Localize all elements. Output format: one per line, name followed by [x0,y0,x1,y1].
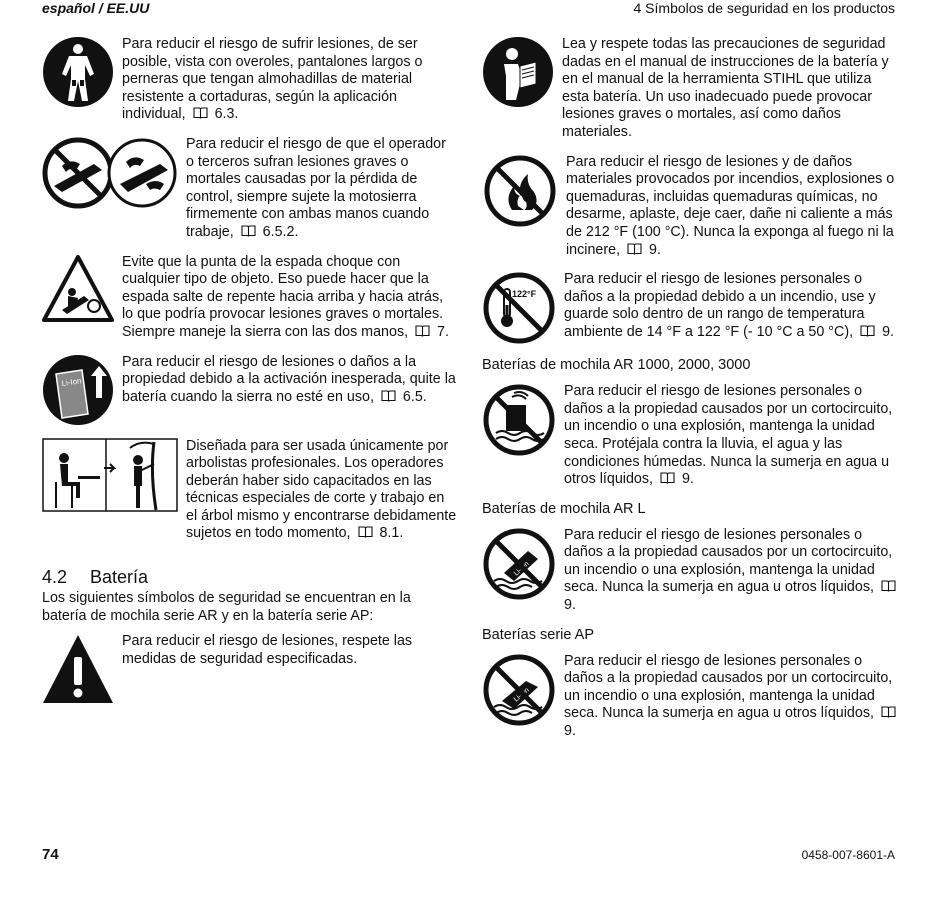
item-text: Para reducir el riesgo de lesiones personales o daños a la propiedad causados por un cortocircuito, un incendio o una explosión, mantenga la unidad seca. Protéjala contra la lluvia, el agua y las condiciones húmedas. Nunca la sumerja en agua u otros líquidos, [564,383,893,488]
group-heading: Baterías serie AP [482,626,595,643]
left-column [42,36,457,717]
group-heading: Baterías de mochila AR 1000, 2000, 3000 [482,357,751,374]
symbol-item [482,653,902,741]
item-ref: 6.5. [402,388,427,405]
symbol-item [482,36,902,142]
item-text: Para reducir el riesgo de lesiones personales o daños a la propiedad causados por un cortocircuito, un incendio o una explosión, mantenga la unidad seca. Nunca la sumerja en agua u otros líquidos, [564,526,893,596]
symbol-item [482,383,902,489]
temperature-limit-icon [482,271,556,345]
book-reference-icon [627,243,642,255]
item-ref: 9. [564,723,576,740]
item-ref: 9. [649,241,661,258]
item-ref: 6.5.2. [262,223,299,240]
arborist-icon [42,438,178,512]
item-ref: 9. [681,471,694,488]
no-immersion-ap-icon [482,653,556,727]
item-ref: 6.3. [214,106,239,123]
remove-battery-icon [42,354,114,426]
header-chapter: 4 Símbolos de seguridad en los productos [633,0,895,16]
item-text: Para reducir el riesgo de lesiones, respete las medidas de seguridad especificadas. [122,633,413,667]
read-manual-icon [482,36,554,108]
item-text: Para reducir el riesgo de lesiones o daños a la propiedad debido a la activación inesperada, quite la batería cuando la sierra no esté en uso, [122,353,456,405]
symbol-item [42,254,457,342]
temp-label: 122°F [512,289,537,300]
symbol-item [42,633,457,705]
symbol-item [42,136,457,242]
document-code: 0458-007-8601-A [801,848,895,862]
header-language: español / EE.UU [42,0,150,16]
item-text: Para reducir el riesgo de lesiones personales o daños a la propiedad causados por un cortocircuito, un incendio o una explosión, mantenga la unidad seca. Nunca la sumerja en agua u otros líquidos, [564,652,893,722]
symbol-item [42,36,457,124]
item-ref: 8.1. [379,525,404,542]
section-heading [42,567,457,588]
kickback-warning-icon [42,254,114,324]
symbol-item [42,354,457,426]
item-text: Para reducir el riesgo de lesiones personales o daños a la propiedad debido a un incendio, use y guarde solo dentro de un rango de temperatura ambiente de 14 °F a 122 °F (- 10 °C a 50 °C), [564,271,876,340]
group-heading: Baterías de mochila AR L [482,500,646,517]
book-reference-icon [860,325,875,337]
no-water-backpack-icon [482,383,556,457]
item-text: Para reducir el riesgo de que el operador o terceros sufran lesiones graves o mortales causadas por la pérdida de control, siempre sujete la motosierra firmemente con ambas manos cuando trabaje, [186,135,446,240]
no-fire-icon [482,154,558,228]
right-column [482,36,902,753]
symbol-item [482,527,902,615]
item-text: Para reducir el riesgo de lesiones y de daños materiales provocados por incendios, explosiones o quemaduras, incluidas quemaduras químicas, no desarme, aplaste, deje caer, dañe ni caliente a más de 212 °F (100 °C). Nunca la exponga al fuego ni la incinere, [566,153,895,258]
book-reference-icon [415,325,430,337]
book-reference-icon [193,107,208,119]
book-reference-icon [660,472,675,484]
item-text: Para reducir el riesgo de sufrir lesiones, de ser posible, vista con overoles, pantalones largos o perneras que tengan almohadillas de material resistente a cortaduras, según la aplicación individual, [122,36,423,123]
item-text: Lea y respete todas las precauciones de seguridad dadas en el manual de instrucciones de la batería y en el manual de la herramienta STIHL que utiliza esta batería. Un uso inadecuado puede provocar lesiones graves o mortales, así como daños materiales. [562,36,889,140]
liion-label: Li-Ion [61,375,83,388]
item-ref: 7. [437,323,449,340]
warning-triangle-icon [42,633,114,705]
item-text: Diseñada para ser usada únicamente por arbolistas profesionales. Los operadores deberán haber sido capacitados en las técnicas especiales de corte y trabajo en el árbol mismo y encontrarse debidamente sujetos en todo momento, [186,437,457,542]
book-reference-icon [881,706,896,718]
book-reference-icon [381,390,396,402]
symbol-item [482,271,902,345]
symbol-item [42,438,457,544]
book-reference-icon [881,580,896,592]
book-reference-icon [358,526,373,538]
section-intro: Los siguientes símbolos de seguridad se encuentran en la batería de mochila serie AR y en la batería serie AP: [42,590,411,624]
protective-clothing-icon [42,36,114,108]
symbol-item [482,154,902,260]
item-ref: 9. [882,323,894,340]
section-title: Batería [90,567,149,588]
item-text: Evite que la punta de la espada choque con cualquier tipo de objeto. Eso puede hacer que la espada salte de repente hacia arriba y hacia atrás, lo que podría provocar lesiones graves o mortales. Siempre maneje la sierra con las dos manos, [122,253,444,340]
section-number: 4.2 [42,567,68,588]
item-ref: 9. [564,597,576,614]
one-hand-prohibited-icon [42,136,178,210]
book-reference-icon [241,225,256,237]
no-immersion-ar-l-icon [482,527,556,601]
page-number: 74 [42,846,59,863]
